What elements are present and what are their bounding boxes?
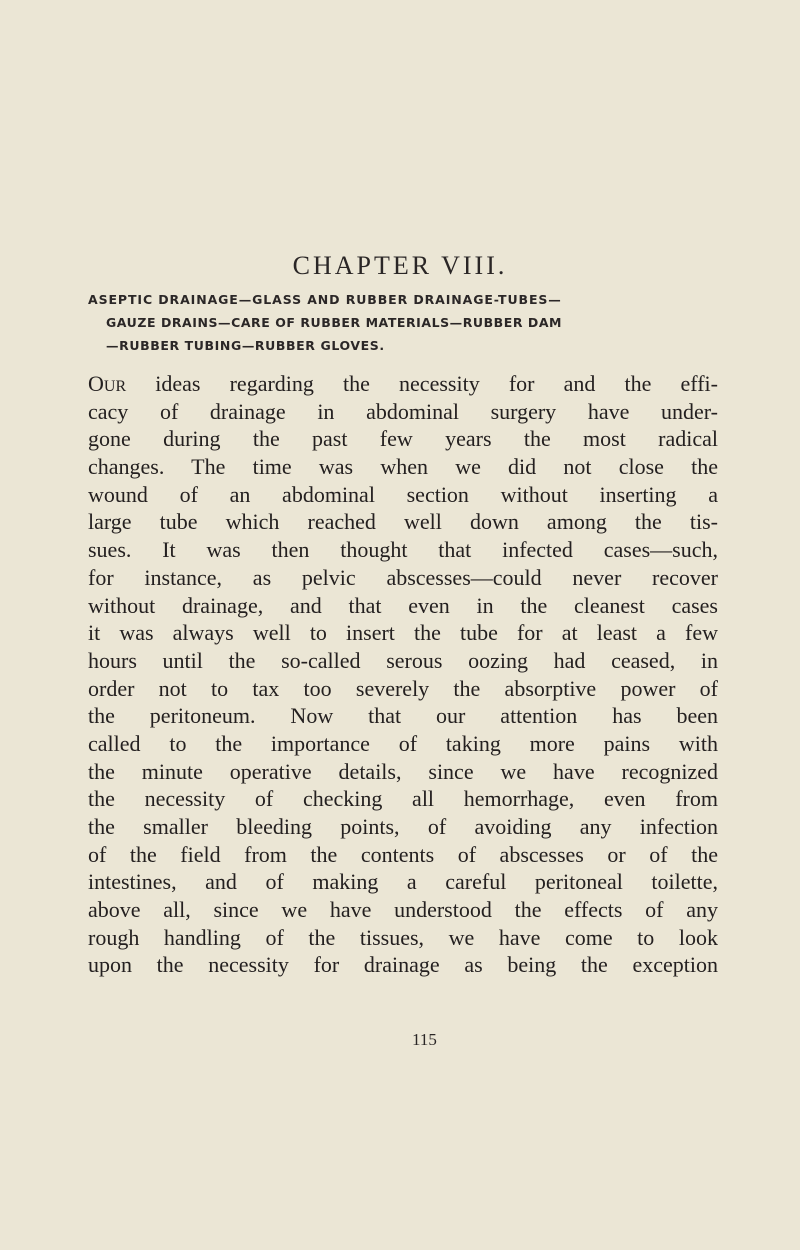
body-line: above all, since we have understood the effects of any	[88, 897, 718, 923]
body-line: of the field from the contents of abscesses or of the	[88, 841, 718, 867]
body-line: the smaller bleeding points, of avoiding any infection	[88, 814, 718, 839]
body-line: the peritoneum. Now that our attention has been	[88, 703, 718, 729]
chapter-title: CHAPTER VIII.	[292, 251, 508, 280]
body-line: intestines, and of making a careful peritoneal toilette,	[88, 869, 718, 895]
body-line: the necessity of checking all hemorrhage, even from	[88, 786, 718, 812]
synopsis-line: GAUZE DRAINS—CARE OF RUBBER MATERIALS—RUBBER DAM	[106, 315, 563, 330]
body-line: without drainage, and that even in the cleanest cases	[88, 592, 718, 618]
synopsis-line: —RUBBER TUBING—RUBBER GLOVES.	[106, 338, 385, 353]
body-paragraph	[88, 370, 718, 979]
body-line: gone during the past few years the most radical	[88, 426, 718, 452]
body-line: sues. It was then thought that infected cases—such,	[88, 537, 718, 563]
body-line: OUR ideas regarding the necessity for and the effi-	[88, 371, 718, 396]
body-line: it was always well to insert the tube for at least a few	[88, 620, 718, 646]
body-line: called to the importance of taking more pains with	[88, 730, 718, 756]
chapter-synopsis	[88, 288, 738, 357]
body-line: changes. The time was when we did not close the	[88, 454, 718, 480]
body-line: order not to tax too severely the absorptive power of	[88, 675, 718, 701]
synopsis-line: ASEPTIC DRAINAGE—GLASS AND RUBBER DRAINAGE-TUBES—	[88, 292, 562, 307]
body-line: wound of an abdominal section without inserting a	[88, 481, 718, 507]
body-line: cacy of drainage in abdominal surgery have under-	[88, 398, 718, 424]
body-line: large tube which reached well down among the tis-	[88, 509, 718, 535]
page-number: 115	[412, 1030, 437, 1049]
body-line: for instance, as pelvic abscesses—could never recover	[88, 564, 718, 590]
body-line: rough handling of the tissues, we have come to look	[88, 924, 718, 950]
body-line: hours until the so-called serous oozing had ceased, in	[88, 647, 718, 673]
body-line: upon the necessity for drainage as being the exception	[88, 952, 718, 978]
body-line: the minute operative details, since we have recognized	[88, 758, 718, 784]
